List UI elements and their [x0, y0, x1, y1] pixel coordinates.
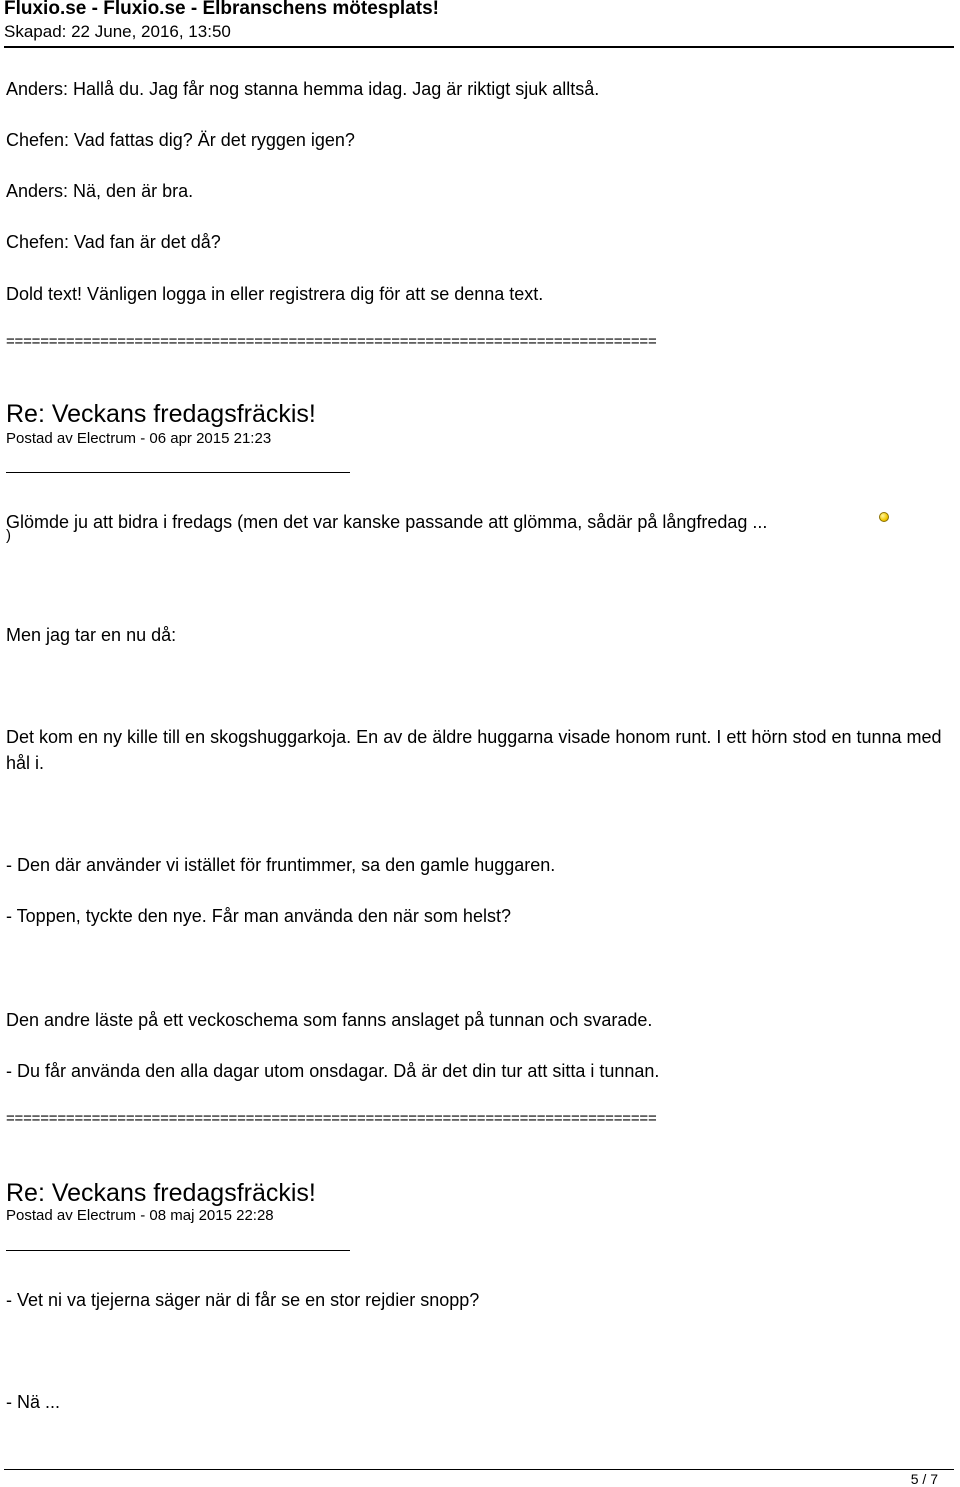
post-meta: Postad av Electrum - 06 apr 2015 21:23 [6, 430, 272, 447]
post-line: - Toppen, tyckte den nye. Får man använda den när som helst? [6, 906, 511, 926]
post-separator: ============================================================================ [6, 1110, 657, 1127]
post-line: Men jag tar en nu då: [6, 625, 177, 645]
intro-line-2: Chefen: Vad fattas dig? Är det ryggen igen? [6, 130, 355, 150]
post-meta: Postad av Electrum - 08 maj 2015 22:28 [6, 1207, 274, 1224]
post-line: - Nä ... [6, 1392, 61, 1412]
intro-line-3: Anders: Nä, den är bra. [6, 181, 194, 201]
post-line: Den andre läste på ett veckoschema som fanns anslaget på tunnan och svarade. [6, 1010, 653, 1030]
intro-line-4: Chefen: Vad fan är det då? [6, 232, 221, 252]
footer-divider [4, 1469, 954, 1470]
hidden-text-notice: Dold text! Vänligen logga in eller registrera dig för att se denna text. [6, 284, 544, 304]
post-title: Re: Veckans fredagsfräckis! [6, 400, 316, 428]
post-divider [6, 1250, 350, 1251]
smiley-icon [879, 512, 889, 522]
post-line: ) [6, 527, 11, 544]
page-number: 5 / 7 [910, 1471, 938, 1487]
post-separator: ============================================================================ [6, 333, 657, 350]
post-divider [6, 472, 350, 473]
intro-line-1: Anders: Hallå du. Jag får nog stanna hemma idag. Jag är riktigt sjuk alltså. [6, 79, 600, 99]
header-divider [4, 46, 954, 48]
post-line: - Den där använder vi istället för fruntimmer, sa den gamle huggaren. [6, 855, 556, 875]
post-title: Re: Veckans fredagsfräckis! [6, 1179, 316, 1207]
post-line: Det kom en ny kille till en skogshuggarkoja. En av de äldre huggarna visade honom runt. I ett hörn stod en tunna med hål i. [6, 727, 942, 773]
post-line: - Du får använda den alla dagar utom onsdagar. Då är det din tur att sitta i tunnan. [6, 1061, 660, 1081]
created-date: Skapad: 22 June, 2016, 13:50 [4, 22, 231, 41]
post-line: Glömde ju att bidra i fredags (men det var kanske passande att glömma, sådär på långfredag ... [6, 512, 768, 532]
post-line: - Vet ni va tjejerna säger när di får se en stor rejdier snopp? [6, 1290, 480, 1310]
site-title: Fluxio.se - Fluxio.se - Elbranschens mötesplats! [4, 0, 439, 19]
